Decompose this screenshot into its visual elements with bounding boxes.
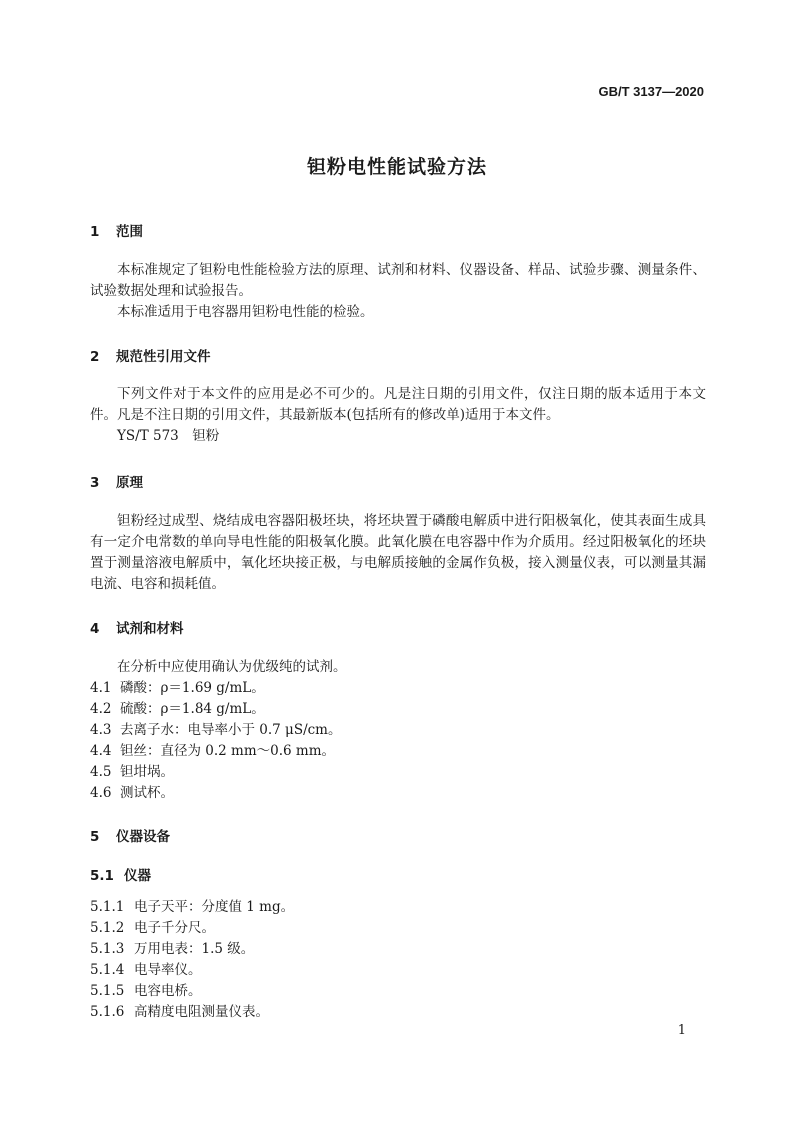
section-title: 仪器设备 [116,829,170,845]
item-number: 5.1.1 [90,899,125,915]
list-item [90,897,294,918]
section-1-paragraph-2: 本标准适用于电容器用钽粉电性能的检验。 [117,304,374,320]
standard-code: GB/T 3137—2020 [598,84,704,99]
list-item [90,918,215,939]
item-text: 电子天平：分度值 1 mg。 [134,899,295,915]
item-text: 高精度电阻测量仪表。 [134,1004,269,1020]
section-1-paragraph-1: 本标准规定了钽粉电性能检验方法的原理、试剂和材料、仪器设备、样品、试验步骤、测量条件、试验数据处理和试验报告。 [90,262,706,299]
item-number: 4.3 [90,722,112,738]
list-item [90,720,341,741]
item-number: 5.1.6 [90,1004,125,1020]
section-2-reference-ys-t-573: YS/T 573 钽粉 [117,428,220,444]
section-number: 2 [90,349,100,365]
item-number: 5.1.4 [90,962,125,978]
item-number: 5.1.5 [90,983,125,999]
list-item [90,981,202,1002]
item-text: 钽坩埚。 [120,764,174,780]
section-title: 范围 [116,224,143,240]
item-text: 万用电表：1.5 级。 [134,941,255,957]
section-3-paragraph-1: 钽粉经过成型、烧结成电容器阳极坯块，将坯块置于磷酸电解质中进行阳极氧化，使其表面生成具有一定介电常数的单向导电性能的阳极氧化膜。此氧化膜在电容器中作为介质用。经过阳极氧化的坯块置于测量溶液电解质中，氧化坯块接正极，与电解质接触的金属作负极，接入测量仪表，可以测量其漏电流、电容和损耗值。 [90,513,706,592]
section-title: 原理 [116,475,143,491]
section-title: 规范性引用文件 [116,349,211,365]
item-number: 5.1.3 [90,941,125,957]
list-item [90,1002,269,1023]
subsection-number: 5.1 [90,868,114,884]
item-text: 钽丝：直径为 0.2 mm～0.6 mm。 [120,743,336,759]
item-text: 测试杯。 [120,785,174,801]
item-number: 4.6 [90,785,112,801]
list-item [90,762,174,783]
section-number: 5 [90,829,100,845]
subsection-5-1-heading [90,864,151,884]
item-text: 硫酸：ρ＝1.84 g/mL。 [120,701,265,717]
section-title: 试剂和材料 [116,621,184,637]
section-3-heading [90,471,143,491]
item-number: 4.4 [90,743,112,759]
item-number: 5.1.2 [90,920,125,936]
list-item [90,960,202,981]
item-number: 4.1 [90,680,112,696]
list-item [90,783,174,804]
item-text: 电容电桥。 [134,983,202,999]
section-number: 1 [90,224,100,240]
section-number: 3 [90,475,100,491]
section-2-heading [90,345,211,365]
item-number: 4.5 [90,764,112,780]
document-title: 钽粉电性能试验方法 [306,156,487,178]
page-number: 1 [677,1023,686,1038]
item-number: 4.2 [90,701,112,717]
section-1-heading [90,220,143,240]
section-5-heading [90,825,170,845]
section-2-paragraph-1: 下列文件对于本文件的应用是必不可少的。凡是注日期的引用文件，仅注日期的版本适用于本文件。凡是不注日期的引用文件，其最新版本(包括所有的修改单)适用于本文件。 [90,386,706,423]
list-item [90,699,265,720]
section-4-intro: 在分析中应使用确认为优级纯的试剂。 [117,659,347,675]
item-text: 电子千分尺。 [134,920,215,936]
item-text: 去离子水：电导率小于 0.7 μS/cm。 [120,722,342,738]
item-text: 电导率仪。 [134,962,202,978]
list-item [90,939,254,960]
item-text: 磷酸：ρ＝1.69 g/mL。 [120,680,265,696]
section-number: 4 [90,621,100,637]
list-item [90,678,265,699]
list-item [90,741,335,762]
subsection-title: 仪器 [124,868,151,884]
section-4-heading [90,617,184,637]
